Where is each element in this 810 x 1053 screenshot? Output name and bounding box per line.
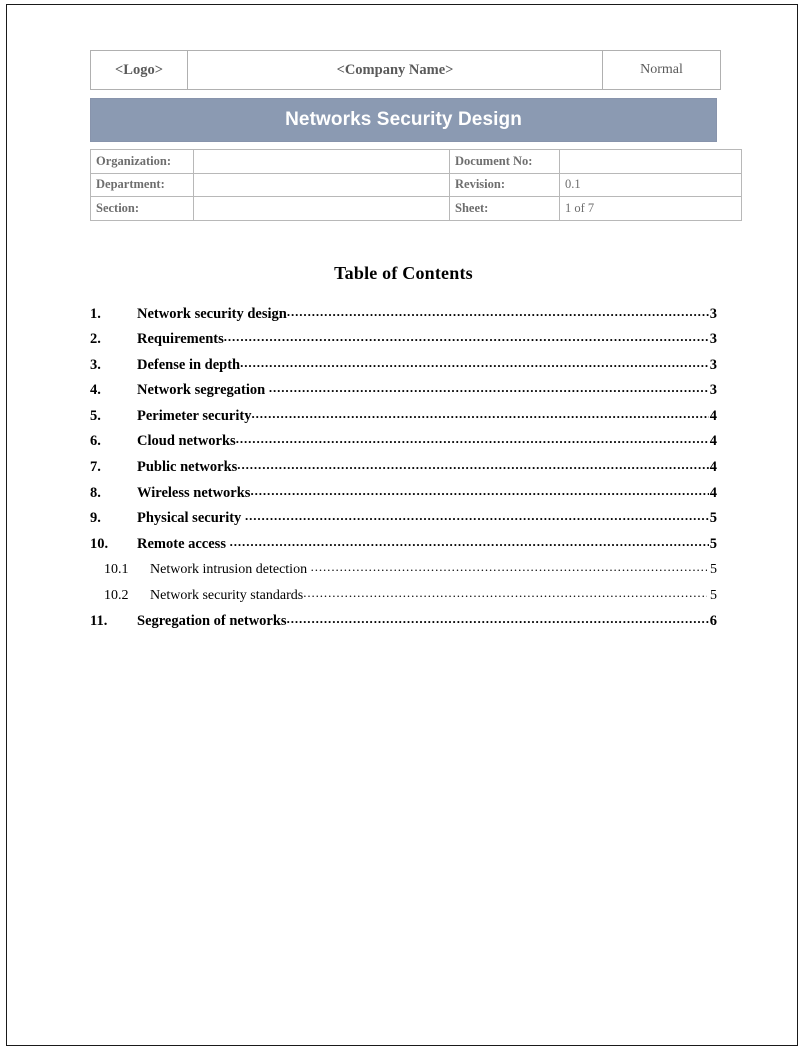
toc-entry-label: Cloud networks: [137, 433, 236, 450]
toc-entry-label: Segregation of networks: [137, 612, 287, 629]
document-title: Networks Security Design: [285, 109, 522, 130]
toc-entry-page: 5: [706, 588, 717, 604]
toc-entry[interactable]: [90, 459, 717, 485]
toc-dot-leader: [237, 457, 709, 473]
document-header-table: [90, 50, 721, 90]
toc-entry-page: 5: [709, 535, 717, 552]
document-no-label: Document No:: [450, 150, 560, 174]
toc-entry-label: Requirements: [137, 331, 224, 348]
section-label: Section:: [91, 197, 194, 221]
document-title-banner: [90, 98, 717, 142]
toc-entry-page: 3: [709, 356, 717, 373]
department-label: Department:: [91, 173, 194, 197]
toc-dot-leader: [287, 611, 709, 627]
toc-entry[interactable]: [90, 357, 717, 383]
toc-entry[interactable]: [90, 331, 717, 357]
organization-value: [194, 150, 450, 174]
toc-entry[interactable]: [90, 536, 717, 562]
table-row: [91, 173, 742, 197]
table-row: [91, 197, 742, 221]
toc-entry-label: Network security design: [137, 305, 287, 322]
toc-entry-page: 4: [709, 484, 717, 501]
toc-entry-label: Network segregation: [137, 382, 269, 399]
sheet-label: Sheet:: [450, 197, 560, 221]
toc-entry-label: Public networks: [137, 459, 238, 476]
toc-entry[interactable]: [90, 382, 717, 408]
toc-entry[interactable]: [90, 433, 717, 459]
toc-entry-label: Network security standards: [150, 588, 304, 604]
table-row: [91, 150, 742, 174]
organization-label: Organization:: [91, 150, 194, 174]
toc-dot-leader: [224, 329, 709, 345]
toc-entry-label: Perimeter security: [137, 407, 252, 424]
toc-entry-number: 4.: [90, 382, 101, 399]
header-row: [91, 51, 721, 90]
toc-entry-label: Wireless networks: [137, 484, 251, 501]
toc-entry-number: 9.: [90, 510, 101, 527]
toc-entry-page: 4: [709, 459, 717, 476]
toc-entry-page: 5: [706, 562, 717, 578]
toc-entry-number: 10.2: [104, 588, 129, 604]
toc-dot-leader: [269, 380, 709, 396]
toc-entry-number: 5.: [90, 407, 101, 424]
toc-entry-page: 4: [709, 433, 717, 450]
toc-dot-leader: [236, 431, 709, 447]
toc-entry[interactable]: [90, 408, 717, 434]
document-content: [90, 50, 717, 638]
toc-entry-number: 8.: [90, 484, 101, 501]
toc-entry-number: 6.: [90, 433, 101, 450]
toc-dot-leader: [251, 406, 709, 422]
revision-label: Revision:: [450, 173, 560, 197]
toc-entry-label: Network intrusion detection: [150, 562, 311, 578]
toc-entry-page: 3: [709, 305, 717, 322]
logo-placeholder-cell: <Logo>: [91, 51, 188, 90]
toc-entry-page: 3: [709, 331, 717, 348]
document-no-value: [560, 150, 742, 174]
toc-dot-leader: [240, 355, 709, 371]
toc-entry-number: 3.: [90, 356, 101, 373]
toc-entry-number: 10.1: [104, 562, 129, 578]
metadata-table: [90, 149, 742, 221]
toc-entry-number: 2.: [90, 331, 101, 348]
classification-cell: Normal: [603, 51, 721, 90]
toc-entry-page: 6: [709, 612, 717, 629]
toc-entry-number: 10.: [90, 535, 109, 552]
toc-entry[interactable]: [90, 613, 717, 639]
toc-entry-number: 11.: [90, 612, 108, 629]
table-of-contents-heading: Table of Contents: [334, 262, 473, 283]
toc-entry-number: 1.: [90, 305, 101, 322]
toc-dot-leader: [311, 559, 707, 575]
toc-entry-page: 5: [709, 510, 717, 527]
table-of-contents-list: [90, 306, 717, 639]
toc-entry-number: 7.: [90, 459, 101, 476]
toc-dot-leader: [230, 534, 709, 550]
toc-dot-leader: [250, 483, 709, 499]
document-page: [6, 4, 798, 1046]
toc-entry[interactable]: [90, 587, 717, 613]
sheet-value: 1 of 7: [560, 197, 742, 221]
company-name-cell: <Company Name>: [188, 51, 603, 90]
toc-entry[interactable]: [90, 306, 717, 332]
toc-entry[interactable]: [90, 510, 717, 536]
toc-dot-leader: [287, 304, 709, 320]
section-value: [194, 197, 450, 221]
toc-entry-label: Physical security: [137, 510, 245, 527]
toc-dot-leader: [303, 585, 706, 601]
toc-entry-label: Defense in depth: [137, 356, 241, 373]
toc-dot-leader: [245, 508, 709, 524]
toc-entry[interactable]: [90, 561, 717, 587]
toc-entry-label: Remote access: [137, 535, 230, 552]
revision-value: 0.1: [560, 173, 742, 197]
toc-entry-page: 4: [709, 407, 717, 424]
toc-entry-page: 3: [709, 382, 717, 399]
toc-entry[interactable]: [90, 485, 717, 511]
department-value: [194, 173, 450, 197]
